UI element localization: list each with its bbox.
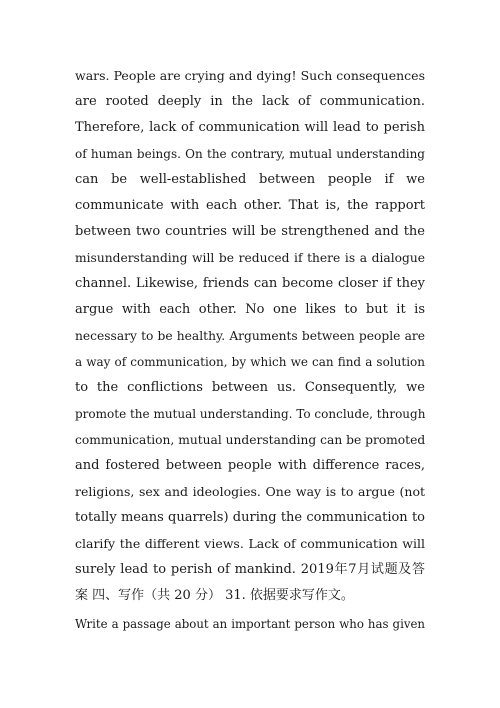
text-line: wars. People are crying and dying! Such consequences: [75, 68, 425, 83]
text-line: communicate with each other. That is, the rapport: [75, 198, 425, 213]
section-heading-line: 案 四、写作（共 20 分） 31. 依据要求写作文。: [75, 588, 354, 603]
text-line: totally means quarrels) during the communication to: [75, 510, 425, 525]
text-line: to the conflictions between us. Consequently, we: [75, 380, 425, 395]
text-line: misunderstanding will be reduced if there is a dialogue: [75, 251, 425, 265]
text-line: argue with each other. No one likes to but it is: [75, 302, 425, 317]
text-line: channel. Likewise, friends can become closer if they: [75, 276, 425, 291]
text-line: clarify the different views. Lack of communication will: [75, 536, 425, 551]
text-line: and fostered between people with difference races,: [75, 458, 425, 473]
text-line: Therefore, lack of communication will lead to perish: [75, 120, 425, 135]
prompt-text: Write a passage about an important person who has given: [75, 617, 425, 631]
text-line: a way of communication, by which we can find a solution: [75, 355, 425, 369]
text-line: surely lead to perish of mankind. 2019年7月试题及答: [75, 562, 425, 577]
text-line: religions, sex and ideologies. One way is to argue (not: [75, 484, 425, 499]
writing-prompt: [75, 611, 425, 637]
text-line: of human beings. On the contrary, mutual understanding: [75, 147, 425, 161]
text-line: are rooted deeply in the lack of communication.: [75, 94, 425, 109]
text-line: promote the mutual understanding. To conclude, through: [75, 407, 425, 421]
text-line: can be well-established between people if we: [75, 172, 425, 187]
text-line: necessary to be healthy. Arguments between people are: [75, 329, 425, 343]
text-line: communication, mutual understanding can be promoted: [75, 433, 425, 447]
text-line: between two countries will be strengthened and the: [75, 224, 425, 239]
essay-paragraph: [75, 63, 425, 609]
